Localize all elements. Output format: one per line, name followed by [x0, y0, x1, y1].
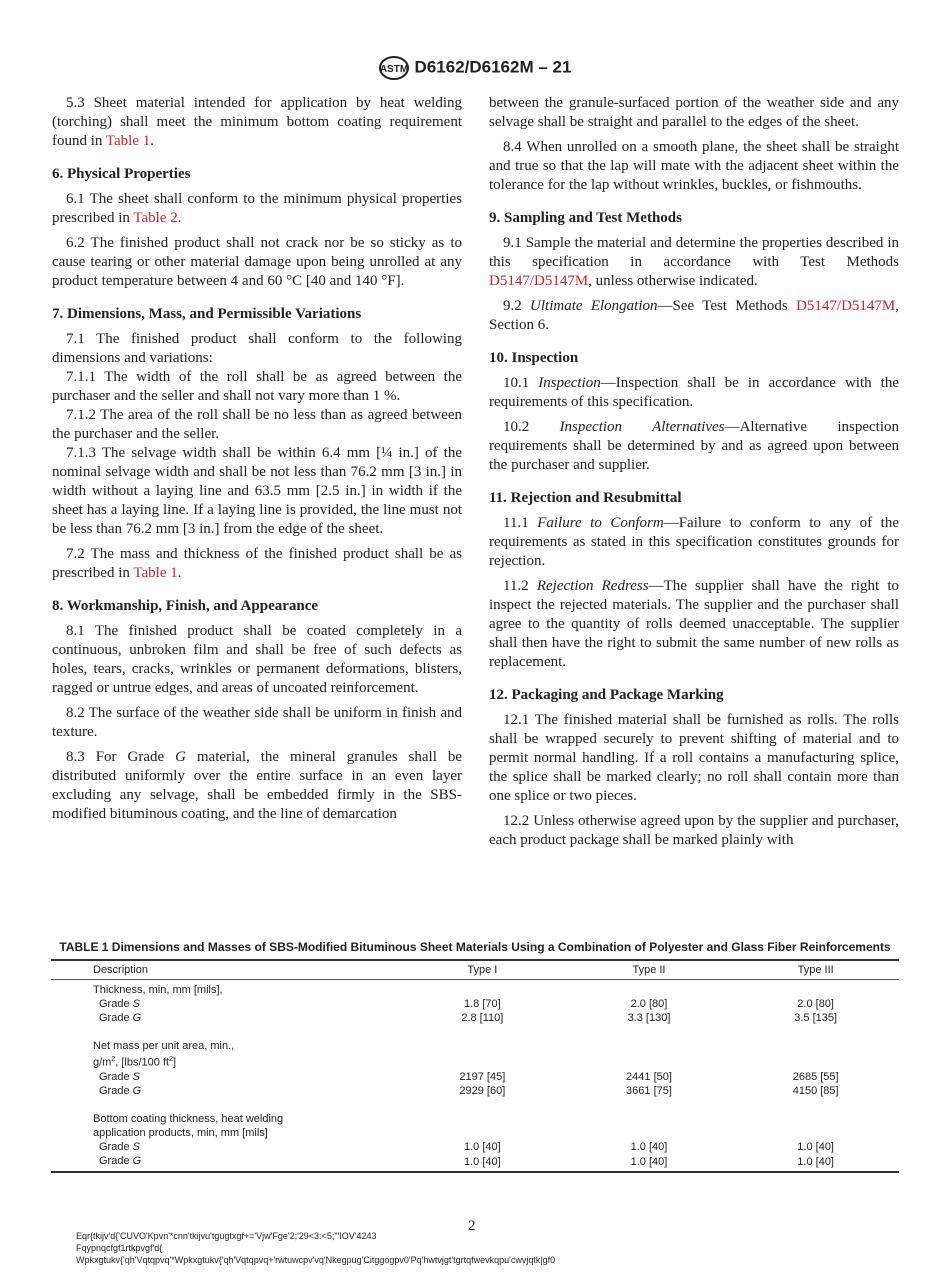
para-6-2: 6.2 The finished product shall not crack nor be so sticky as to cause tearing or other material damage upon being unrolled at any product temperature between 4 and 60 °C [40 and 140 °F].: [52, 235, 462, 289]
table-row: Grade G 1.0 [40] 1.0 [40] 1.0 [40]: [99, 1154, 834, 1169]
d5147-link[interactable]: D5147/D5147M: [796, 298, 896, 314]
table-row: Thickness, min, mm [mils],: [93, 984, 223, 996]
para-7-1: 7.1 The finished product shall conform to the following dimensions and variations:: [52, 331, 462, 366]
table-2-link[interactable]: Table 2: [133, 210, 178, 226]
heading-11: 11. Rejection and Resubmittal: [489, 490, 682, 506]
para-11-2: 11.2 Rejection Redress—The supplier shall have the right to inspect the rejected materials. The supplier and the purchaser shall agree to the quantity of rolls deemed unacceptable. The supplier shall then have the right to submit the same number of new rolls as replacement.: [489, 578, 899, 670]
table-row: Net mass per unit area, min.,: [93, 1040, 235, 1052]
para-11-1: 11.1 Failure to Conform—Failure to conform to any of the requirements as stated in this specification constitutes grounds for rejection.: [489, 515, 899, 569]
para-10-2: 10.2 Inspection Alternatives—Alternative inspection requirements shall be determined by and as agreed upon between the purchaser and supplier.: [489, 419, 899, 473]
d5147-link[interactable]: D5147/D5147M: [489, 273, 589, 289]
table-row: Grade S 1.0 [40] 1.0 [40] 1.0 [40]: [99, 1140, 834, 1153]
designation: D6162/D6162M – 21: [414, 57, 572, 77]
para-7-1-3: 7.1.3 The selvage width shall be within 6.4 mm [¼ in.] of the nominal selvage width and shall be not less than 76.2 mm [3 in.] in width without a laying line and 63.5 mm [2.5 in.] in width if the sheet has a laying line. If a laying line is provided, the line must not be less than 76.2 mm [3 in.] from the edge of the sheet.: [52, 445, 462, 537]
left-column: [52, 94, 462, 830]
para-8-4: 8.4 When unrolled on a smooth plane, the sheet shall be straight and true so that the lap will mate with the adjacent sheet within the tolerance for the lap without wrinkles, buckles, or fishmouths.: [489, 139, 899, 193]
para-5-3: 5.3 Sheet material intended for application by heat welding (torching) shall meet the minimum bottom coating requirement found in Table 1.: [52, 95, 462, 149]
para-12-1: 12.1 The finished material shall be furnished as rolls. The rolls shall be wrapped securely to prevent shifting of material and to permit normal handling. If a roll contains a manufacturing splice, the splice shall be marked clearly; no roll shall contain more than one splice or two pieces.: [489, 712, 899, 804]
table-1: [51, 940, 899, 1173]
para-7-1-1: 7.1.1 The width of the roll shall be as agreed between the purchaser and the seller and shall not vary more than 1 %.: [52, 369, 462, 404]
table-row: application products, min, mm [mils]: [93, 1126, 268, 1139]
para-8-3-cont: between the granule-surfaced portion of the weather side and any selvage shall be straight and parallel to the edges of the sheet.: [489, 95, 899, 130]
table-1-link[interactable]: Table 1: [133, 565, 178, 581]
para-7-2: 7.2 The mass and thickness of the finished product shall be as prescribed in Table 1.: [52, 546, 462, 581]
table-1-link[interactable]: Table 1: [105, 133, 151, 149]
para-7-1-2: 7.1.2 The area of the roll shall be no less than as agreed between the purchaser and the seller.: [52, 407, 462, 442]
heading-9: 9. Sampling and Test Methods: [489, 210, 682, 226]
license-footer: Eqr{tkijv'd{'CUVO'Kpvn'*cnn'tkijvu'tgugtxgf+='Vjw'Fge'2;'29<3:<5;'"IOV'4243 Fqypnqcfgf1rtkpvgf'd{ Wpkxgtukv{'qh'Vqtqpvq'*Wpkxgtukv{'qh'Vqtqpvq+'rwtuwcpv'vq'Nkegpug'Citggogpv0'Pq'hwtvjgt'tgrtqfwevkqpu'cwvjqtk|gf0: [76, 1231, 556, 1265]
astm-logo-icon: [379, 56, 409, 80]
table-header-row: Description Type I Type II Type III: [51, 960, 899, 980]
dimensions-table: [51, 959, 899, 1173]
para-8-3: 8.3 For Grade G material, the mineral granules shall be distributed uniformly over the entire surface in an even layer excluding any selvage, shall be embedded firmly in the SBS-modified bituminous coating, and the line of demarcation: [52, 749, 462, 822]
para-8-2: 8.2 The surface of the weather side shall be uniform in finish and texture.: [52, 705, 462, 740]
table-caption: TABLE 1 Dimensions and Masses of SBS-Modified Bituminous Sheet Materials Using a Combination of Polyester and Glass Fiber Reinforcements: [59, 940, 891, 954]
heading-6: 6. Physical Properties: [52, 166, 191, 182]
page-number: 2: [468, 1218, 476, 1234]
para-9-2: 9.2 Ultimate Elongation—See Test Methods D5147/D5147M, Section 6.: [489, 298, 899, 333]
para-6-1: 6.1 The sheet shall conform to the minimum physical properties prescribed in Table 2.: [52, 191, 462, 226]
table-row: Bottom coating thickness, heat welding: [93, 1112, 284, 1125]
heading-7: 7. Dimensions, Mass, and Permissible Variations: [52, 306, 362, 322]
table-row: Grade G 2.8 [110] 3.3 [130] 3.5 [135]: [99, 1012, 838, 1024]
svg-text:ASTM: ASTM: [379, 64, 408, 75]
para-8-1: 8.1 The finished product shall be coated completely in a continuous, unbroken film and shall be free of such defects as holes, tears, cracks, wrinkles or permanent deformations, blisters, ragged or untrue edges, and areas of uncoated reinforcement.: [52, 623, 462, 696]
heading-8: 8. Workmanship, Finish, and Appearance: [52, 598, 319, 614]
heading-12: 12. Packaging and Package Marking: [489, 687, 724, 703]
para-12-2: 12.2 Unless otherwise agreed upon by the supplier and purchaser, each product package shall be marked plainly with: [489, 813, 899, 848]
heading-10: 10. Inspection: [489, 350, 579, 366]
para-10-1: 10.1 Inspection—Inspection shall be in accordance with the requirements of this specification.: [489, 375, 899, 410]
table-row: Grade S 1.8 [70] 2.0 [80] 2.0 [80]: [99, 998, 834, 1010]
table-row: $g/m^2$, [lbs/100 $ft^2$]: [93, 1056, 177, 1069]
table-row: Grade G 2929 [60] 3661 [75] 4150 [85]: [99, 1084, 839, 1097]
para-9-1: 9.1 Sample the material and determine the properties described in this specification in accordance with Test Methods D5147/D5147M, unless otherwise indicated.: [489, 235, 899, 289]
page-header: [0, 56, 950, 80]
right-column: [489, 94, 899, 856]
table-row: Grade S 2197 [45] 2441 [50] 2685 [55]: [99, 1070, 839, 1083]
